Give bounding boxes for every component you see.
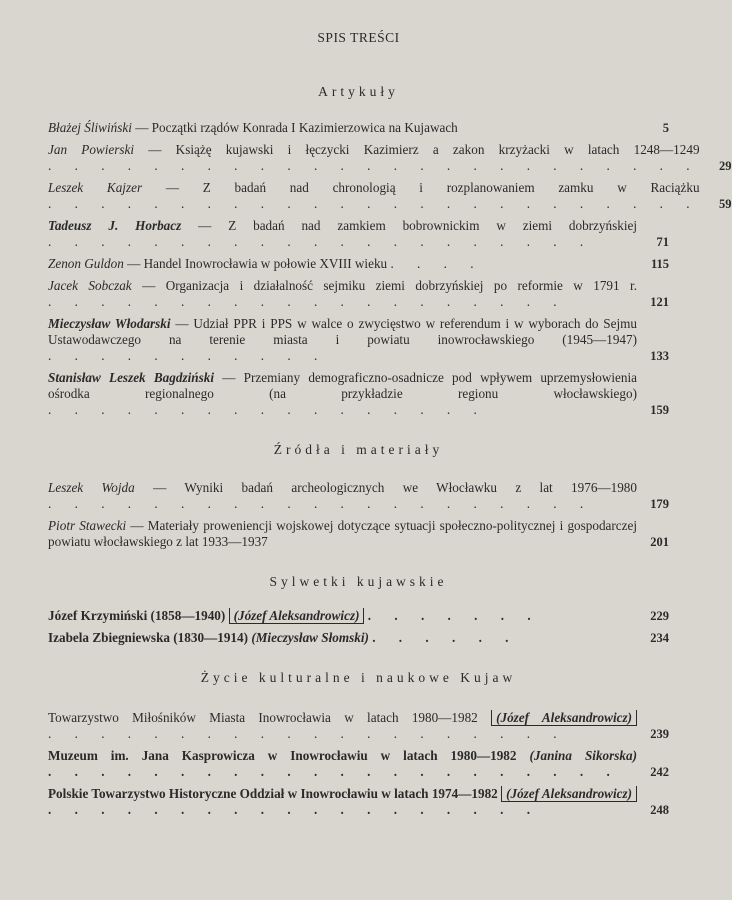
entry-title: — Wyniki badań archeologicznych we Włocławku z lat 1976—1980 bbox=[153, 480, 637, 495]
toc-entry: Leszek Kajzer — Z badań nad chronologią i rozplanowaniem zamku w Raciążku . . . . . . . . . . . . . . . . . . . . . . . . . 59 bbox=[48, 180, 732, 211]
toc-entry: Izabela Zbiegniewska (1830—1914) (Mieczysław Słomski) . . . . . . 234 bbox=[48, 630, 669, 645]
section-heading-sources: Źródła i materiały bbox=[273, 442, 444, 457]
entry-author-boxed: (Józef Aleksandrowicz) bbox=[491, 710, 637, 726]
entry-page: 179 bbox=[650, 497, 669, 511]
entry-page: 133 bbox=[650, 349, 669, 363]
entry-page: 248 bbox=[650, 803, 669, 817]
section-heading-profiles: Sylwetki kujawskie bbox=[269, 574, 448, 589]
toc-entry: Polskie Towarzystwo Historyczne Oddział w Inowrocławiu w latach 1974—1982 (Józef Aleksandrowicz) . . . . . . . . . . . . . . . . . . . 248 bbox=[48, 786, 669, 817]
toc-entry: Towarzystwo Miłośników Miasta Inowrocławia w latach 1980—1982 (Józef Aleksandrowicz) . . . . . . . . . . . . . . . . . . . . 239 bbox=[48, 710, 669, 741]
entry-page: 71 bbox=[656, 235, 669, 249]
entry-title: Józef Krzymiński (1858—1940) bbox=[48, 608, 226, 623]
entry-title: — Udział PPR i PPS w walce o zwycięstwo w referendum i w wyborach do Sejmu Ustawodawczego na terenie miasta i powiatu inowrocławskiego (1945—1947) bbox=[48, 316, 637, 347]
toc-entry: Jacek Sobczak — Organizacja i działalność sejmiku ziemi dobrzyńskiej po reformie w 1791 r. . . . . . . . . . . . . . . . . . . . . 121 bbox=[48, 278, 669, 309]
entry-author: Zenon Guldon bbox=[48, 256, 124, 271]
toc-entry bbox=[48, 120, 669, 136]
entry-author-boxed: (Józef Aleksandrowicz) bbox=[229, 608, 365, 624]
entry-title: — Z badań nad chronologią i rozplanowaniem zamku w Raciążku bbox=[165, 180, 700, 195]
entry-title: — Książę kujawski i łęczycki Kazimierz a zakon krzyżacki w latach 1248—1249 bbox=[148, 142, 700, 157]
toc-entry bbox=[48, 518, 669, 550]
entry-author: Błażej Śliwiński bbox=[48, 120, 132, 135]
page-title: SPIS TREŚCI bbox=[317, 30, 400, 45]
entry-author: Jacek Sobczak bbox=[48, 278, 132, 293]
toc-entry: Stanisław Leszek Bagdziński — Przemiany demograficzno-osadnicze pod wpływem uprzemysłowienia ośrodka regionalnego (na przykładzie regionu włocławskiego) . . . . . . . . . . . . . . . . . 159 bbox=[48, 370, 669, 417]
entry-page: 121 bbox=[650, 295, 669, 309]
entry-page: 115 bbox=[650, 257, 669, 271]
entry-title: Polskie Towarzystwo Historyczne Oddział w Inowrocławiu w latach 1974—1982 bbox=[48, 786, 498, 801]
entry-page: 234 bbox=[650, 631, 669, 645]
entry-title: Towarzystwo Miłośników Miasta Inowrocławia w latach 1980—1982 bbox=[48, 710, 478, 725]
entry-title: — Handel Inowrocławia w połowie XVIII wieku bbox=[127, 256, 388, 271]
entry-author: Tadeusz J. Horbacz bbox=[48, 218, 182, 233]
toc-entry: Muzeum im. Jana Kasprowicza w Inowrocławiu w latach 1980—1982 (Janina Sikorska) . . . . . . . . . . . . . . . . . . . . . . 242 bbox=[48, 748, 669, 779]
entry-title: — Materiały proweniencji wojskowej dotyczące sytuacji społeczno-politycznej i gospodarczej powiatu włocławskiego z lat 1933—1937 bbox=[48, 518, 638, 549]
toc-entry: Zenon Guldon — Handel Inowrocławia w połowie XVIII wieku . . . . 115 bbox=[48, 256, 669, 271]
toc-entry: Józef Krzymiński (1858—1940) (Józef Aleksandrowicz) . . . . . . . 229 bbox=[48, 608, 669, 623]
section-heading-cultural-life: Życie kulturalne i naukowe Kujaw bbox=[200, 670, 517, 685]
entry-author: Mieczysław Włodarski bbox=[48, 316, 171, 331]
entry-page: 59 bbox=[719, 197, 732, 211]
entry-page: 242 bbox=[650, 765, 669, 779]
entry-title: — Organizacja i działalność sejmiku ziemi dobrzyńskiej po reformie w 1791 r. bbox=[142, 278, 638, 293]
toc-entry: Leszek Wojda — Wyniki badań archeologicznych we Włocławku z lat 1976—1980 . . . . . . . . . . . . . . . . . . . . . 179 bbox=[48, 480, 669, 511]
entry-author: Stanisław Leszek Bagdziński bbox=[48, 370, 214, 385]
entry-author: (Mieczysław Słomski) bbox=[251, 630, 369, 645]
entry-title: — Z badań nad zamkiem bobrownickim w ziemi dobrzyńskiej bbox=[198, 218, 638, 233]
entry-author: Leszek Wojda bbox=[48, 480, 135, 495]
section-heading-articles: Artykuły bbox=[318, 84, 399, 99]
entry-title: Izabela Zbiegniewska (1830—1914) bbox=[48, 630, 249, 645]
entry-title: Muzeum im. Jana Kasprowicza w Inowrocławiu w latach 1980—1982 bbox=[48, 748, 517, 763]
entry-author-boxed: (Józef Aleksandrowicz) bbox=[501, 786, 637, 802]
toc-entry: Jan Powierski — Książę kujawski i łęczycki Kazimierz a zakon krzyżacki w latach 1248—1249 . . . . . . . . . . . . . . . . . . . . . . . . . 29 bbox=[48, 142, 732, 173]
entry-page: 29 bbox=[719, 159, 732, 173]
toc-entry: Tadeusz J. Horbacz — Z badań nad zamkiem bobrownickim w ziemi dobrzyńskiej . . . . . . . . . . . . . . . . . . . . . 71 bbox=[48, 218, 669, 249]
toc-entry: Mieczysław Włodarski — Udział PPR i PPS w walce o zwycięstwo w referendum i w wyborach do Sejmu Ustawodawczego na terenie miasta i powiatu inowrocławskiego (1945—1947) . . . . . . . . . . . 133 bbox=[48, 316, 669, 363]
entry-page: 201 bbox=[650, 535, 669, 549]
entry-author: Jan Powierski bbox=[48, 142, 135, 157]
entry-title: — Początki rządów Konrada I Kazimierzowica na Kujawach bbox=[135, 120, 458, 135]
entry-page: 229 bbox=[650, 609, 669, 623]
entry-page: 239 bbox=[650, 727, 669, 741]
entry-author: (Janina Sikorska) bbox=[529, 748, 637, 763]
entry-author: Leszek Kajzer bbox=[48, 180, 143, 195]
entry-page: 5 bbox=[662, 121, 669, 135]
entry-title: — Przemiany demograficzno-osadnicze pod wpływem uprzemysłowienia ośrodka regionalnego (na przykładzie regionu włocławskiego) bbox=[48, 370, 637, 401]
entry-page: 159 bbox=[650, 403, 669, 417]
entry-author: Piotr Stawecki bbox=[48, 518, 127, 533]
